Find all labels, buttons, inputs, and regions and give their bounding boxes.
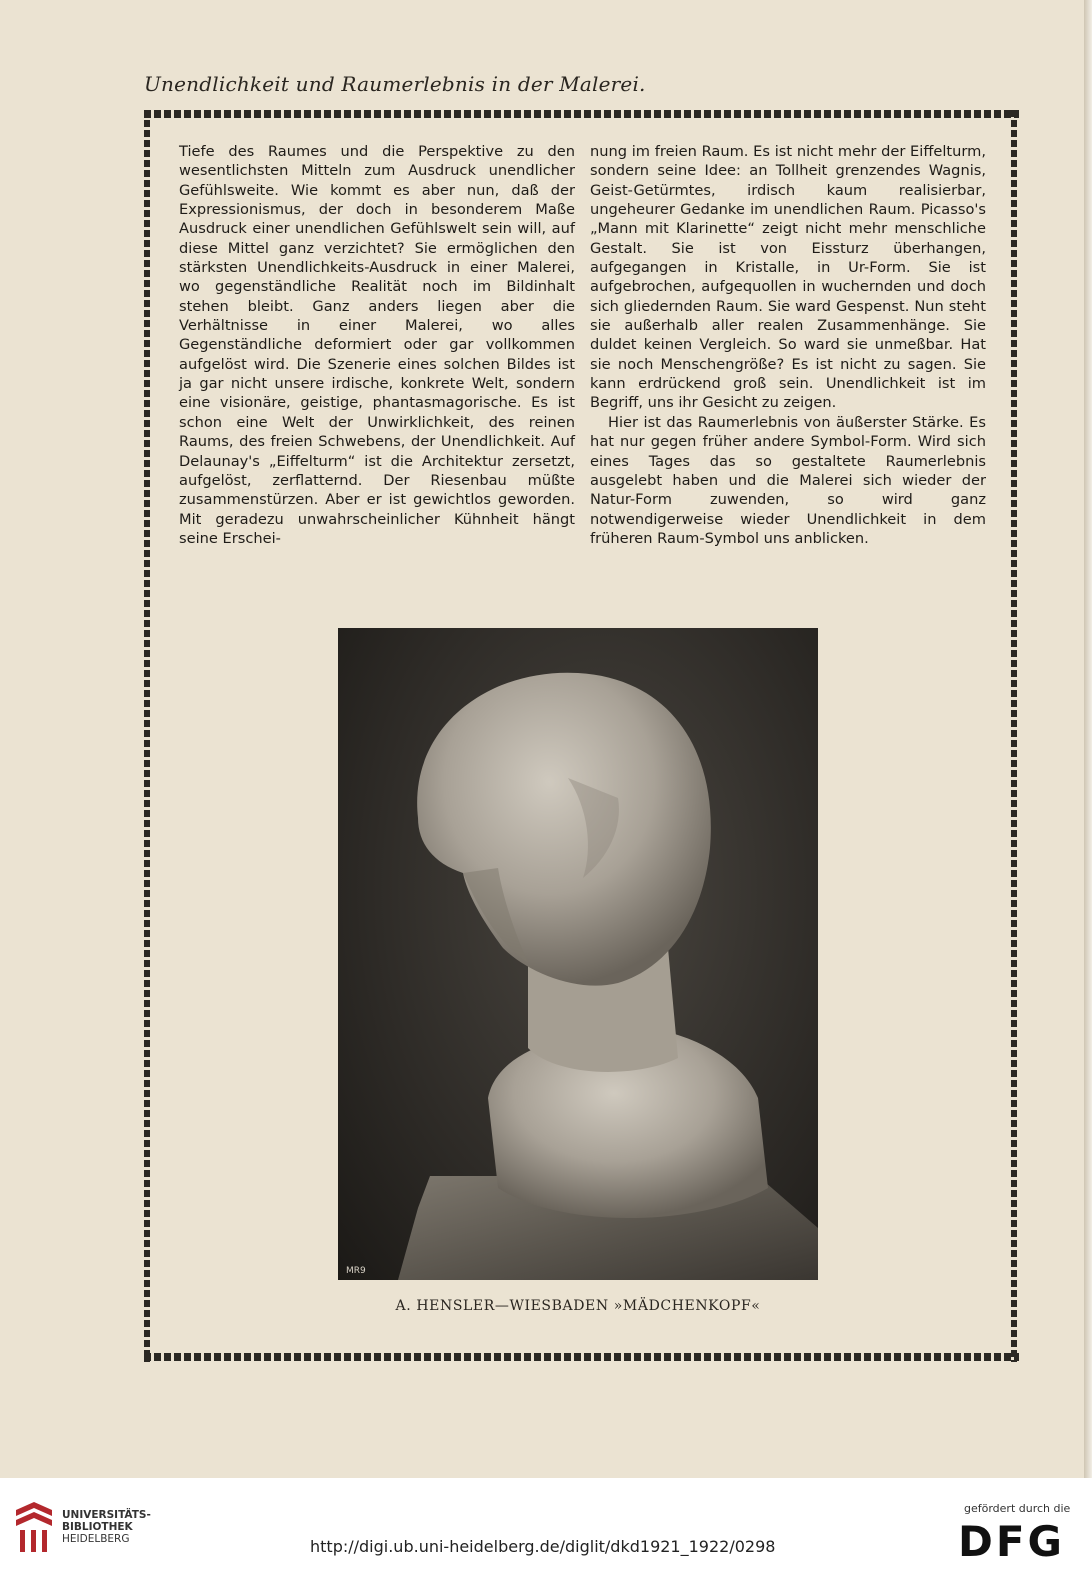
funding-label: gefördert durch die xyxy=(964,1502,1071,1515)
text-column-left xyxy=(179,142,575,548)
library-name-line: HEIDELBERG xyxy=(62,1533,130,1545)
border-left xyxy=(144,110,150,1362)
library-name-line: UNIVERSITÄTS- xyxy=(62,1509,151,1521)
dfg-logo: DFG xyxy=(958,1517,1066,1566)
page-edge xyxy=(1084,0,1092,1478)
library-name-line: BIBLIOTHEK xyxy=(62,1521,133,1533)
sculpture-photograph xyxy=(338,628,818,1280)
running-head: Unendlichkeit und Raumerlebnis in der Malerei. xyxy=(144,72,646,96)
text-column-right xyxy=(590,142,986,548)
library-name xyxy=(62,1509,151,1545)
border-right xyxy=(1011,110,1017,1362)
figure-caption: A. HENSLER—WIESBADEN »MÄDCHENKOPF« xyxy=(395,1298,761,1314)
sculpture-illustration xyxy=(338,628,818,1280)
bust-head xyxy=(417,673,711,986)
university-library-logo-icon xyxy=(12,1502,56,1558)
photo-signature: MR9 xyxy=(346,1266,366,1276)
paragraph: nung im freien Raum. Es ist nicht mehr der Eiffelturm, sondern seine Idee: an Tollheit grenzendes Wagnis, Geist-Getürmtes, irdisch kaum realisierbar, ungeheurer Gedanke im unendlichen Raum. Picasso's „Mann mit Klarinette“ zeigt nicht mehr menschliche Gestalt. Sie ist von Eissturz überhangen, aufgegangen in Kristalle, in Ur-Form. Sie ist aufgebrochen, aufgequollen in wuchernden und doch sich gliedernden Raum. Sie ward Gespenst. Nun steht sie außerhalb aller realen Zusammenhänge. Sie duldet keinen Vergleich. So ward sie unmeßbar. Hat sie noch Menschengröße? Es ist nicht zu sagen. Sie kann erdrückend groß sein. Unendlichkeit ist im Begriff, uns ihr Gesicht zu zeigen. xyxy=(590,143,986,412)
paragraph: Hier ist das Raumerlebnis von äußerster Stärke. Es hat nur gegen früher andere Symbol-Form. Wird sich eines Tages das so gestaltete Raumerlebnis ausgelebt haben und die Malerei sich wieder der Natur-Form zuwenden, so wird ganz notwendigerweise wieder Unendlichkeit in dem früheren Raum-Symbol uns anblicken. xyxy=(590,413,986,547)
border-bottom xyxy=(144,1353,1019,1361)
paragraph: Tiefe des Raumes und die Perspektive zu den wesentlichsten Mitteln zum Ausdruck unendlicher Gefühlsweite. Wie kommt es aber nun, daß der Expressionismus, der doch in besonderem Maße Ausdruck einer unendlichen Gefühlswelt sein will, auf diese Mittel ganz verzichtet? Sie ermöglichen den stärksten Unendlichkeits-Ausdruck in einer Malerei, wo gegenständliche Realität noch im Bildinhalt stehen bleibt. Ganz anders liegen aber die Verhältnisse in einer Malerei, wo alles Gegenständliche deformiert oder gar vollkommen aufgelöst wird. Die Szenerie eines solchen Bildes ist ja gar nicht unsere irdische, konkrete Welt, sondern eine visionäre, geistige, phantasmagorische. Es ist schon eine Welt der Unwirklichkeit, des reinen Raums, des freien Schwebens, der Unendlichkeit. Auf Delaunay's „Eiffelturm“ ist die Architektur zersetzt, aufgelöst, zerflatternd. Der Riesenbau müßte zusammenstürzen. Aber er ist gewichtlos geworden. Mit geradezu unwahrscheinlicher Kühnheit hängt seine Erschei- xyxy=(179,143,575,547)
source-url-link[interactable]: http://digi.ub.uni-heidelberg.de/diglit/dkd1921_1922/0298 xyxy=(310,1537,776,1556)
border-top xyxy=(144,110,1019,118)
